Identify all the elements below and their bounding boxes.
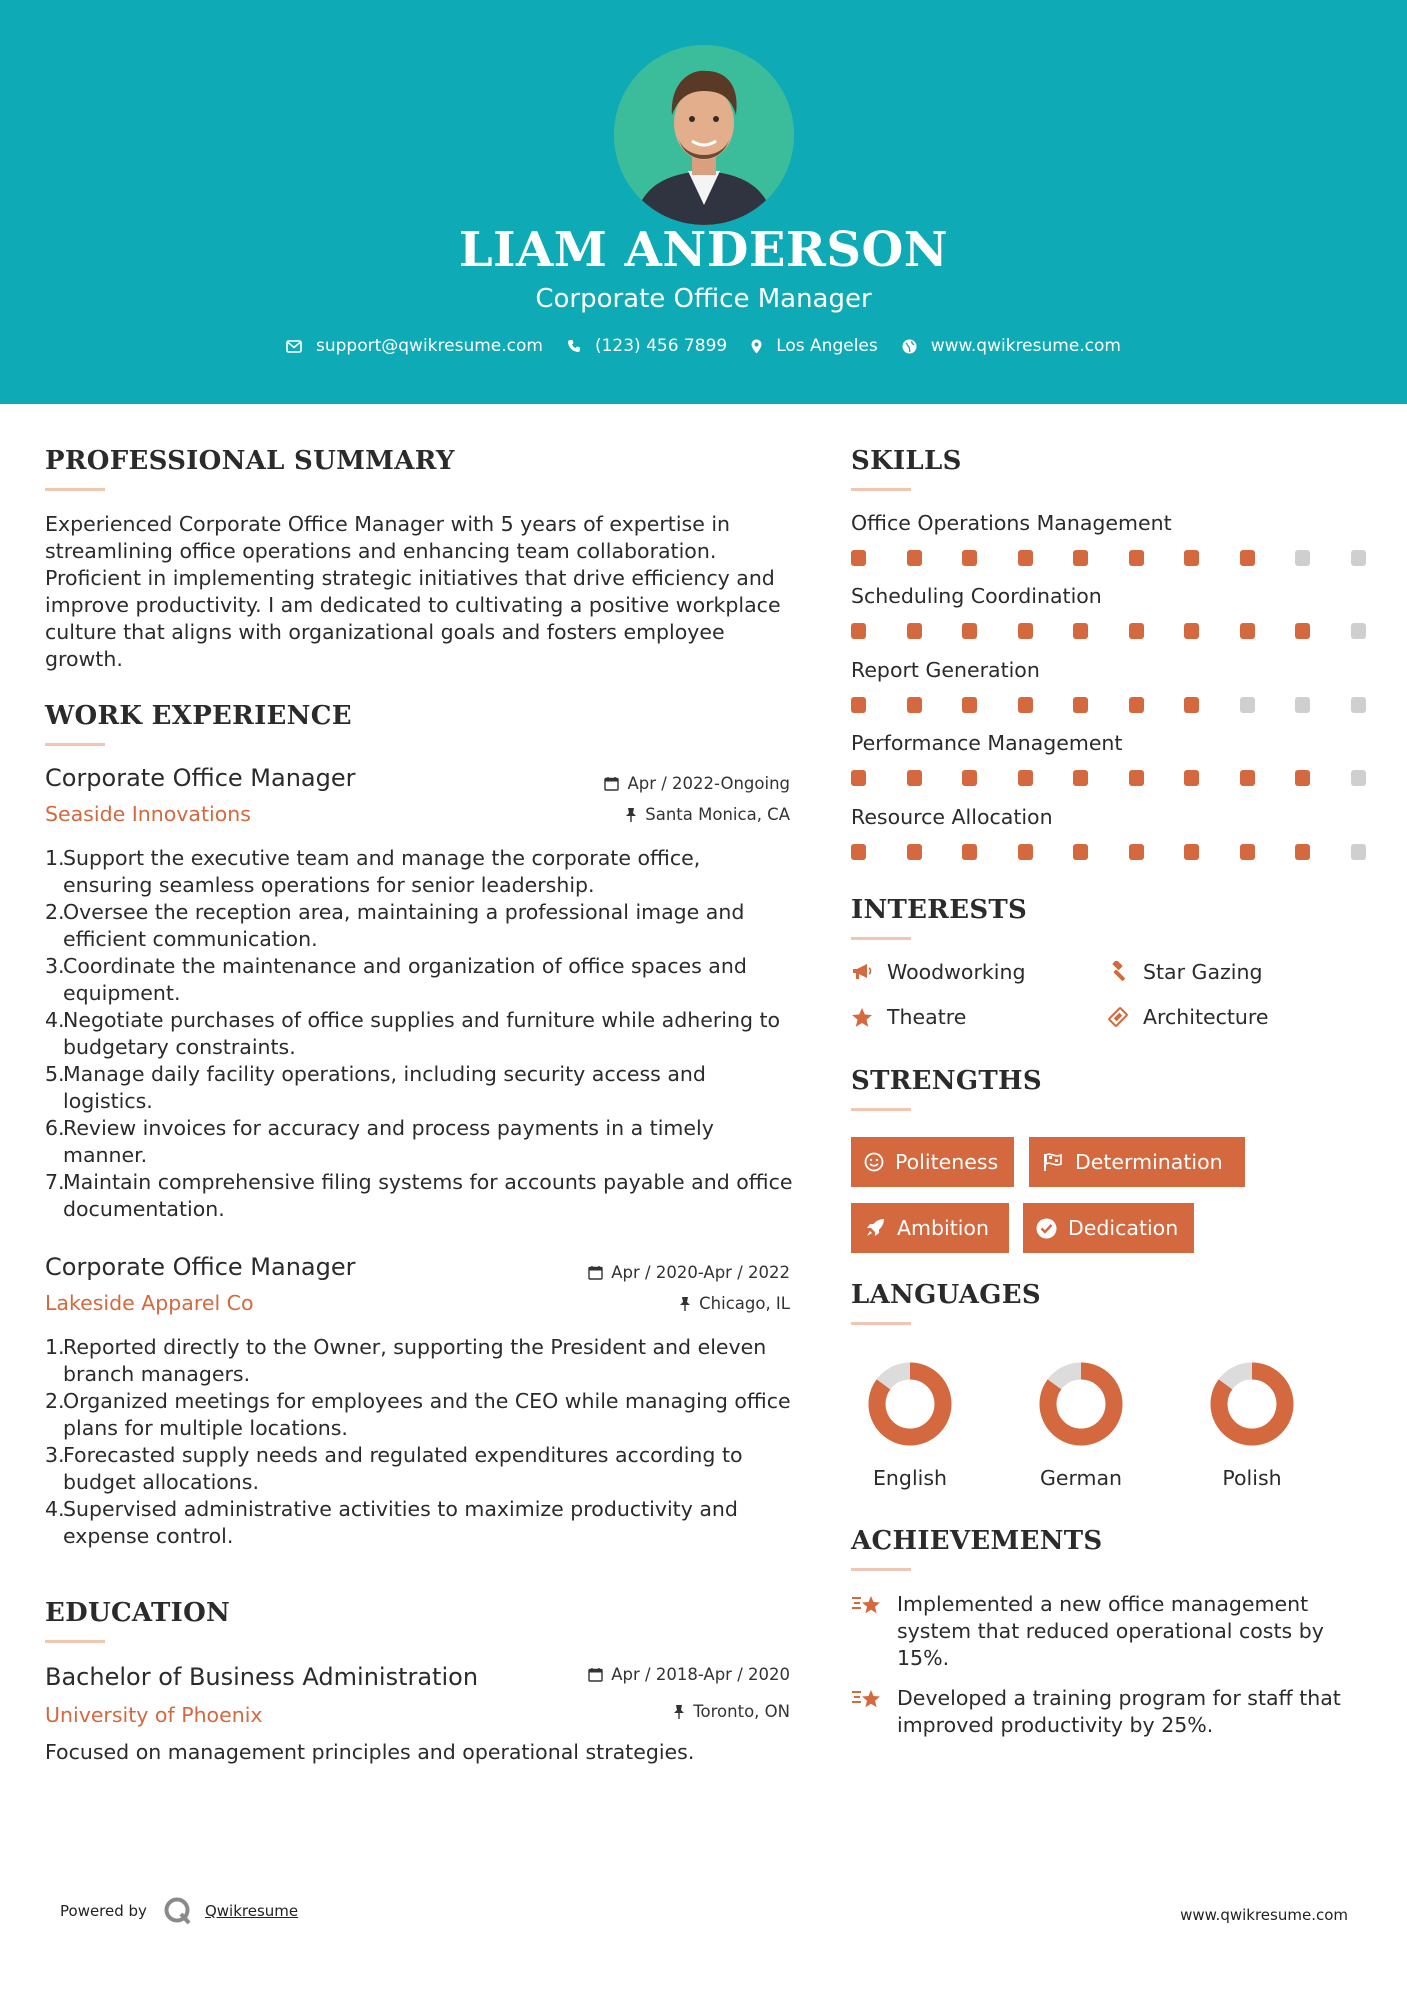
calendar-icon xyxy=(588,1265,603,1280)
skill-dot-empty xyxy=(1351,550,1366,566)
resume-header xyxy=(0,0,1407,404)
achievement-item: Developed a training program for staff that improved productivity by 25%. xyxy=(851,1685,1371,1739)
contact-website[interactable] xyxy=(902,336,1121,356)
skill-dot-filled xyxy=(1129,770,1144,786)
job-2-duties xyxy=(45,1334,795,1550)
flag-icon xyxy=(1042,1152,1064,1172)
list-item: 3. Coordinate the maintenance and organization of office spaces and equipment. xyxy=(45,954,747,1005)
interests-heading: INTERESTS xyxy=(851,895,1028,925)
skills-underline xyxy=(851,488,911,491)
skill-name: Report Generation xyxy=(851,658,1040,682)
language-donut xyxy=(868,1362,952,1446)
skill-dot-empty xyxy=(1351,770,1366,786)
smile-icon xyxy=(864,1152,884,1172)
skill-dot-filled xyxy=(1240,770,1255,786)
strength-badge: Determination xyxy=(1029,1137,1245,1187)
profile-photo xyxy=(614,45,794,225)
summary-text: Experienced Corporate Office Manager with 5 years of expertise in streamlining office operations and enhancing team collaboration. Proficient in implementing strategic initiatives that drive efficiency and improve productivity. I am dedicated to cultivating a positive workplace culture that aligns with organizational goals and fosters employee growth. xyxy=(45,512,781,671)
skill-dot-filled xyxy=(1184,697,1199,713)
list-item: 1. Reported directly to the Owner, supporting the President and eleven branch managers. xyxy=(45,1335,767,1386)
language-donut xyxy=(1039,1362,1123,1446)
skill-dot-filled xyxy=(851,770,866,786)
skill-name: Performance Management xyxy=(851,731,1123,755)
gavel-icon xyxy=(1107,961,1129,983)
skill-dot-filled xyxy=(1018,623,1033,639)
skill-dot-empty xyxy=(1295,697,1310,713)
education-heading: EDUCATION xyxy=(45,1598,231,1628)
language-name: German xyxy=(1039,1466,1123,1490)
calendar-icon xyxy=(588,1667,603,1682)
skill-dot-filled xyxy=(1129,844,1144,860)
skill-dot-filled xyxy=(1018,770,1033,786)
strength-badge: Dedication xyxy=(1023,1203,1194,1253)
contact-website-text: www.qwikresume.com xyxy=(930,336,1121,356)
skill-dot-filled xyxy=(1073,770,1088,786)
strength-badge: Politeness xyxy=(851,1137,1014,1187)
skill-dot-filled xyxy=(1018,844,1033,860)
contact-location-text: Los Angeles xyxy=(776,336,878,356)
education-description: Focused on management principles and operational strategies. xyxy=(45,1740,695,1764)
powered-by-label: Powered by xyxy=(60,1902,147,1920)
contact-location xyxy=(751,336,878,356)
job-2-dates xyxy=(588,1263,790,1282)
education-underline xyxy=(45,1640,105,1643)
contact-email[interactable] xyxy=(286,336,543,356)
candidate-role: Corporate Office Manager xyxy=(535,284,872,314)
education-degree: Bachelor of Business Administration xyxy=(45,1663,479,1691)
skills-heading: SKILLS xyxy=(851,446,962,476)
skill-dot-filled xyxy=(1184,623,1199,639)
list-item: 5. Manage daily facility operations, including security access and logistics. xyxy=(45,1062,706,1113)
qwikresume-link[interactable]: Qwikresume xyxy=(204,1902,299,1920)
achievements-heading: ACHIEVEMENTS xyxy=(851,1526,1103,1556)
footer-url[interactable]: www.qwikresume.com xyxy=(1180,1906,1348,1924)
skill-dot-filled xyxy=(907,844,922,860)
job-2-location xyxy=(679,1294,790,1313)
education-location xyxy=(673,1702,790,1721)
skill-dot-filled xyxy=(1295,844,1310,860)
skill-dot-filled xyxy=(1295,770,1310,786)
skill-dot-filled xyxy=(851,623,866,639)
interest-item: Star Gazing xyxy=(1107,960,1262,984)
list-item: 4. Supervised administrative activities to maximize productivity and expense control. xyxy=(45,1497,738,1548)
skill-dot-filled xyxy=(907,550,922,566)
contact-bar xyxy=(0,336,1407,356)
skill-name: Scheduling Coordination xyxy=(851,584,1102,608)
ticket-icon xyxy=(1107,1006,1129,1028)
skill-rating xyxy=(851,550,1367,566)
pushpin-icon xyxy=(625,807,637,822)
contact-phone-text: (123) 456 7899 xyxy=(594,336,728,356)
skill-dot-empty xyxy=(1240,697,1255,713)
skill-dot-empty xyxy=(1295,550,1310,566)
job-1-dates xyxy=(604,774,790,793)
skill-rating xyxy=(851,770,1367,786)
skill-dot-filled xyxy=(1240,844,1255,860)
list-item: 7. Maintain comprehensive filing systems for accounts payable and office documentation. xyxy=(45,1170,793,1221)
summary-heading: PROFESSIONAL SUMMARY xyxy=(45,446,455,476)
job-1-dates-text: Apr / 2022-Ongoing xyxy=(627,774,790,793)
contact-email-text: support@qwikresume.com xyxy=(316,336,543,356)
envelope-icon xyxy=(286,340,302,353)
job-2-title: Corporate Office Manager xyxy=(45,1253,356,1281)
list-item: 1. Support the executive team and manage the corporate office, ensuring seamless operations for senior leadership. xyxy=(45,846,701,897)
skill-rating xyxy=(851,697,1367,713)
skill-dot-filled xyxy=(1073,844,1088,860)
map-pin-icon xyxy=(751,339,762,354)
list-item: 2. Oversee the reception area, maintaining a professional image and efficient communication. xyxy=(45,900,745,951)
skill-dot-filled xyxy=(1295,623,1310,639)
strength-badge: Ambition xyxy=(851,1203,1009,1253)
skill-dot-filled xyxy=(962,550,977,566)
summary-underline xyxy=(45,488,105,491)
skill-dot-filled xyxy=(1129,697,1144,713)
job-1-location-text: Santa Monica, CA xyxy=(645,805,790,824)
skill-dot-filled xyxy=(1129,550,1144,566)
job-2-company: Lakeside Apparel Co xyxy=(45,1291,254,1315)
languages-heading: LANGUAGES xyxy=(851,1280,1041,1310)
experience-underline xyxy=(45,743,105,746)
skill-dot-filled xyxy=(1184,844,1199,860)
education-dates xyxy=(588,1665,790,1684)
interest-item: Architecture xyxy=(1107,1005,1269,1029)
check-circle-icon xyxy=(1036,1218,1057,1239)
skill-name: Resource Allocation xyxy=(851,805,1053,829)
achievement-item: Implemented a new office management system that reduced operational costs by 15%. xyxy=(851,1591,1371,1672)
calendar-icon xyxy=(604,776,619,791)
interest-item: Woodworking xyxy=(851,960,1025,984)
interest-item: Theatre xyxy=(851,1005,966,1029)
skill-dot-filled xyxy=(1240,623,1255,639)
rocket-icon xyxy=(864,1217,886,1239)
list-item: 3. Forecasted supply needs and regulated expenditures according to budget allocations. xyxy=(45,1443,743,1494)
skill-dot-filled xyxy=(962,697,977,713)
skill-dot-filled xyxy=(1184,550,1199,566)
shooting-star-icon xyxy=(851,1687,885,1713)
education-school: University of Phoenix xyxy=(45,1703,263,1727)
skill-dot-filled xyxy=(1240,550,1255,566)
skill-dot-filled xyxy=(962,623,977,639)
skill-dot-empty xyxy=(1351,844,1366,860)
globe-icon xyxy=(902,339,917,354)
skill-dot-filled xyxy=(851,697,866,713)
interests-underline xyxy=(851,937,911,940)
education-dates-text: Apr / 2018-Apr / 2020 xyxy=(611,1665,790,1684)
list-item: 4. Negotiate purchases of office supplies and furniture while adhering to budgetary constraints. xyxy=(45,1008,781,1059)
star-icon xyxy=(851,1007,873,1028)
skill-dot-filled xyxy=(907,770,922,786)
job-2-dates-text: Apr / 2020-Apr / 2022 xyxy=(611,1263,790,1282)
job-1-duties xyxy=(45,845,795,1223)
languages-underline xyxy=(851,1322,911,1325)
job-1-title: Corporate Office Manager xyxy=(45,764,356,792)
skill-dot-filled xyxy=(962,844,977,860)
skill-dot-filled xyxy=(1073,697,1088,713)
strengths-heading: STRENGTHS xyxy=(851,1066,1042,1096)
skill-name: Office Operations Management xyxy=(851,511,1172,535)
skill-dot-empty xyxy=(1351,697,1366,713)
skill-dot-filled xyxy=(1018,550,1033,566)
job-1-company: Seaside Innovations xyxy=(45,802,251,826)
skill-dot-filled xyxy=(851,844,866,860)
skill-dot-filled xyxy=(907,623,922,639)
pushpin-icon xyxy=(679,1296,691,1311)
language-donut xyxy=(1210,1362,1294,1446)
skill-rating xyxy=(851,623,1367,639)
skill-dot-empty xyxy=(1351,623,1366,639)
language-name: Polish xyxy=(1222,1466,1282,1490)
skill-dot-filled xyxy=(1073,550,1088,566)
candidate-name: LIAM ANDERSON xyxy=(458,222,949,278)
strengths-underline xyxy=(851,1108,911,1111)
language-name: English xyxy=(872,1466,948,1490)
skill-dot-filled xyxy=(1184,770,1199,786)
pushpin-icon xyxy=(673,1704,685,1719)
list-item: 2. Organized meetings for employees and the CEO while managing office plans for multiple locations. xyxy=(45,1389,791,1440)
job-1-location xyxy=(625,805,790,824)
shooting-star-icon xyxy=(851,1593,885,1619)
job-2-location-text: Chicago, IL xyxy=(699,1294,790,1313)
footer-powered-by xyxy=(60,1896,298,1926)
skill-dot-filled xyxy=(962,770,977,786)
skill-rating xyxy=(851,844,1367,860)
skill-dot-filled xyxy=(851,550,866,566)
experience-heading: WORK EXPERIENCE xyxy=(45,701,352,731)
skill-dot-filled xyxy=(1018,697,1033,713)
achievements-underline xyxy=(851,1568,911,1571)
skill-dot-filled xyxy=(1073,623,1088,639)
megaphone-icon xyxy=(851,962,873,982)
skill-dot-filled xyxy=(907,697,922,713)
contact-phone[interactable] xyxy=(567,336,727,356)
education-location-text: Toronto, ON xyxy=(693,1702,790,1721)
list-item: 6. Review invoices for accuracy and process payments in a timely manner. xyxy=(45,1116,714,1167)
phone-icon xyxy=(567,339,581,353)
skill-dot-filled xyxy=(1129,623,1144,639)
qwikresume-logo-icon xyxy=(163,1896,193,1926)
